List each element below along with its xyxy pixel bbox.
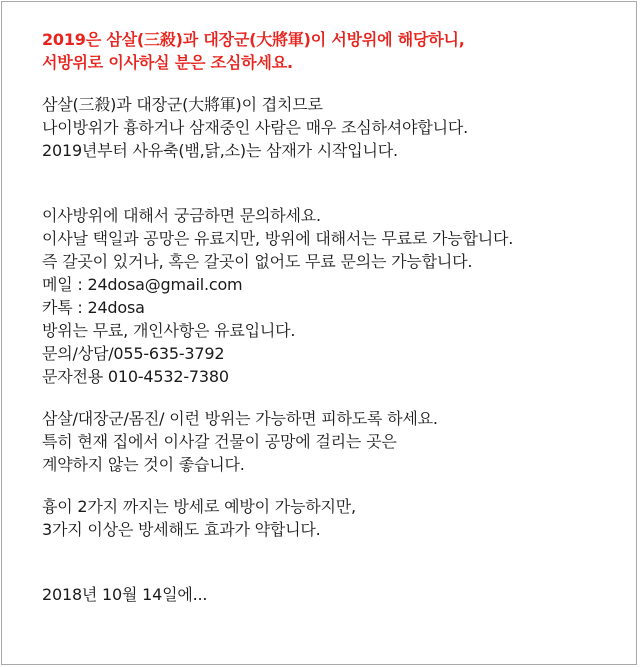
paragraph-line: 나이방위가 흉하거나 삼재중인 사람은 매우 조심하셔야합니다. — [42, 118, 468, 137]
kakaotalk-line: 카톡 : 24dosa — [42, 298, 145, 317]
paragraph-line: 삼살/대장군/몸진/ 이런 방위는 가능하면 피하도록 하세요. — [42, 409, 438, 428]
spacer — [42, 162, 632, 204]
paragraph-line: 이사방위에 대해서 궁금하면 문의하세요. — [42, 206, 321, 225]
paragraph-line: 삼살(三殺)과 대장군(大將軍)이 겹치므로 — [42, 95, 323, 114]
paragraph-line: 특히 현재 집에서 이사갈 건물이 공망에 걸리는 곳은 — [42, 432, 397, 451]
spacer — [42, 476, 632, 495]
headline-line: 2019은 삼살(三殺)과 대장군(大將軍)이 서방위에 해당하니, — [42, 30, 465, 49]
paragraph-line: 계약하지 않는 것이 좋습니다. — [42, 455, 245, 474]
paragraph-contact — [42, 204, 632, 388]
headline-line: 서방위로 이사하실 분은 조심하세요. — [42, 53, 293, 72]
notice-content — [42, 28, 632, 606]
spacer — [42, 541, 632, 583]
sms-line: 문자전용 010-4532-7380 — [42, 367, 229, 386]
spacer — [42, 388, 632, 407]
headline — [42, 28, 632, 74]
phone-line: 문의/상담/055-635-3792 — [42, 344, 225, 363]
paragraph-remedy — [42, 495, 632, 541]
paragraph-line: 흉이 2가지 까지는 방세로 예방이 가능하지만, — [42, 497, 356, 516]
paragraph-line: 즉 갈곳이 있거나, 혹은 갈곳이 없어도 무료 문의는 가능합니다. — [42, 252, 473, 271]
paragraph-avoid — [42, 407, 632, 476]
date-line: 2018년 10월 14일에... — [42, 585, 208, 604]
paragraph-line: 방위는 무료, 개인사항은 유료입니다. — [42, 321, 296, 340]
paragraph-caution — [42, 93, 632, 162]
spacer — [42, 74, 632, 93]
paragraph-line: 2019년부터 사유축(뱀,닭,소)는 삼재가 시작입니다. — [42, 141, 398, 160]
notice-frame — [1, 1, 637, 665]
email-line: 메일 : 24dosa@gmail.com — [42, 275, 243, 294]
paragraph-line: 3가지 이상은 방세해도 효과가 약합니다. — [42, 520, 321, 539]
paragraph-line: 이사날 택일과 공망은 유료지만, 방위에 대해서는 무료로 가능합니다. — [42, 229, 514, 248]
